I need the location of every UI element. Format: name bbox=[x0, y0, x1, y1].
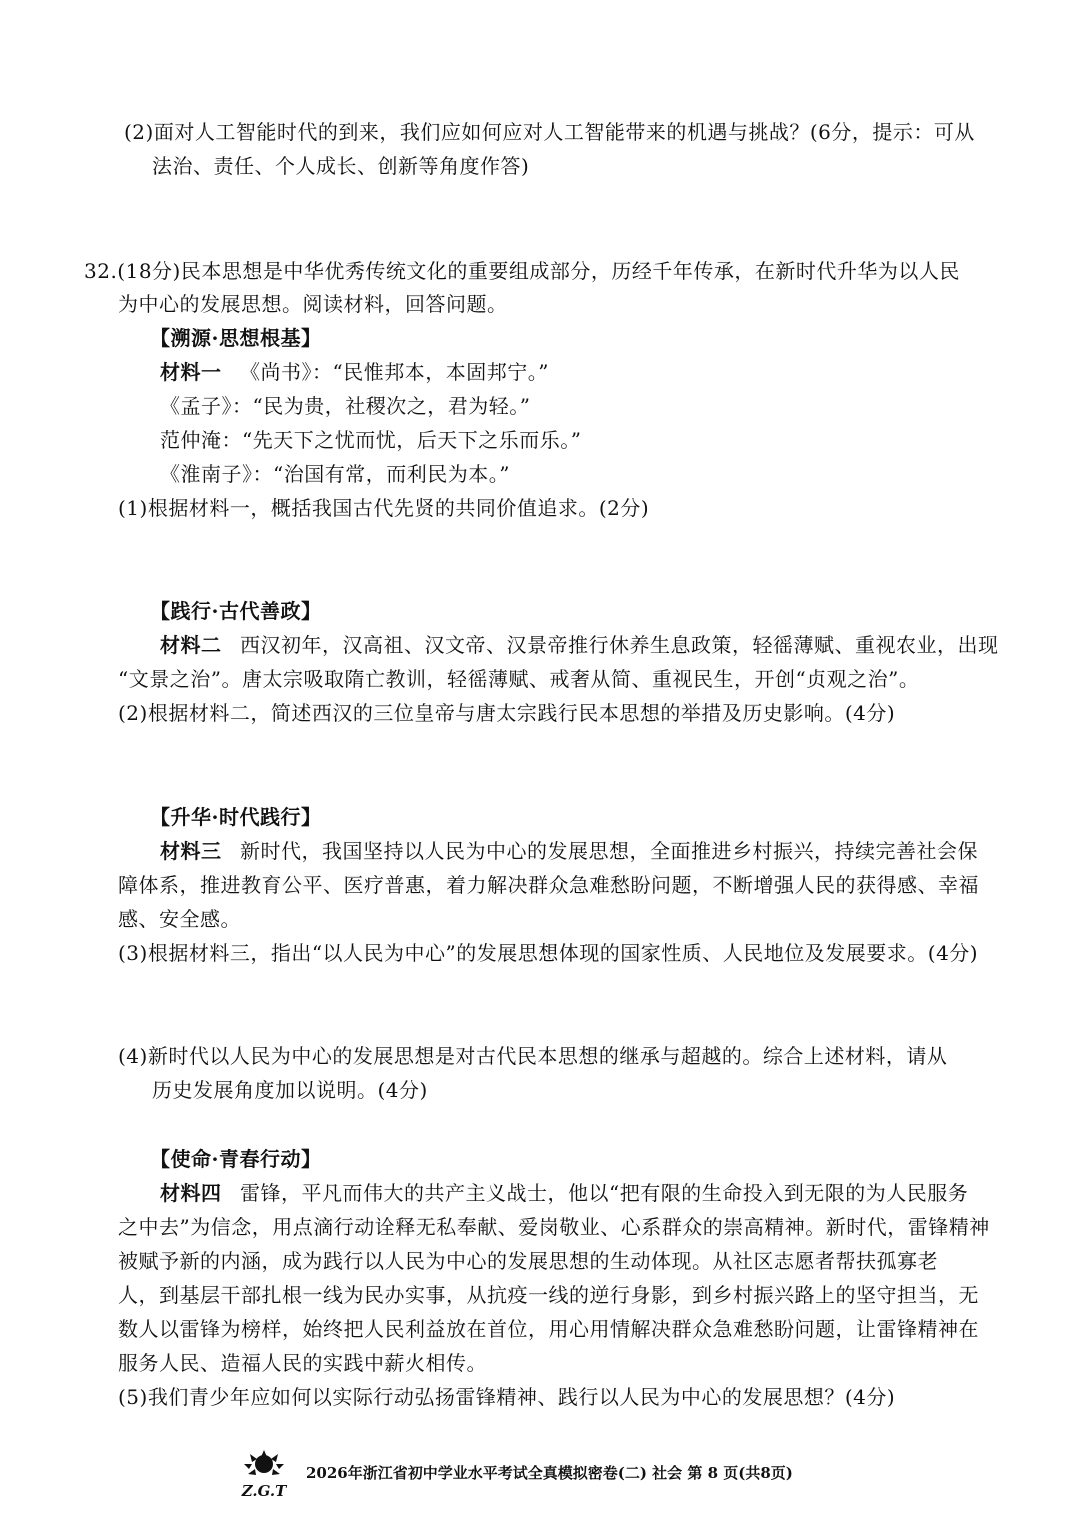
svg-text:Z.G.T: Z.G.T bbox=[241, 1482, 287, 1500]
material-2-line-1 bbox=[160, 631, 999, 659]
material-1-label: 材料一 bbox=[160, 360, 222, 384]
section-heading-practice: 【践行·古代善政】 bbox=[150, 599, 322, 623]
question-32-intro-line-1: 32.(18分)民本思想是中华优秀传统文化的重要组成部分，历经千年传承，在新时代升华为以人民 bbox=[84, 259, 960, 283]
question-32-3: (3)根据材料三，指出“以人民为中心”的发展思想体现的国家性质、人民地位及发展要求。(4分) bbox=[118, 941, 979, 965]
material-1-quote-3: 范仲淹：“先天下之忧而忧，后天下之乐而乐。” bbox=[160, 428, 582, 452]
question-31-2-line-2: 法治、责任、个人成长、创新等角度作答) bbox=[152, 154, 530, 178]
question-32-1: (1)根据材料一，概括我国古代先贤的共同价值追求。(2分) bbox=[118, 496, 650, 520]
material-1-line-1 bbox=[160, 358, 549, 386]
material-2-line-2: “文景之治”。唐太宗吸取隋亡教训，轻徭薄赋、戒奢从简、重视民生，开创“贞观之治”。 bbox=[118, 667, 920, 691]
material-2-text-1: 西汉初年，汉高祖、汉文帝、汉景帝推行休养生息政策，轻徭薄赋、重视农业，出现 bbox=[240, 633, 999, 657]
question-32-5: (5)我们青少年应如何以实际行动弘扬雷锋精神、践行以人民为中心的发展思想？(4分) bbox=[118, 1385, 896, 1409]
page-footer: 2026年浙江省初中学业水平考试全真模拟密卷(二) 社会 第 8 页(共8页) bbox=[306, 1464, 793, 1482]
material-3-line-1 bbox=[160, 837, 978, 865]
material-4-line-2: 之中去”为信念，用点滴行动诠释无私奉献、爱岗敬业、心系群众的崇高精神。新时代，雷锋精神 bbox=[118, 1215, 990, 1239]
material-4-line-1 bbox=[160, 1179, 968, 1207]
material-3-label: 材料三 bbox=[160, 839, 222, 863]
material-1-quote-4: 《淮南子》：“治国有常，而利民为本。” bbox=[160, 462, 510, 486]
question-32-4-line-1: (4)新时代以人民为中心的发展思想是对古代民本思想的继承与超越的。综合上述材料，请从 bbox=[118, 1044, 948, 1068]
material-4-line-6: 服务人民、造福人民的实践中薪火相传。 bbox=[118, 1351, 487, 1375]
material-3-text-1: 新时代，我国坚持以人民为中心的发展思想，全面推进乡村振兴，持续完善社会保 bbox=[240, 839, 978, 863]
material-4-line-5: 数人以雷锋为榜样，始终把人民利益放在首位，用心用情解决群众急难愁盼问题，让雷锋精神在 bbox=[118, 1317, 979, 1341]
question-31-2-line-1: (2)面对人工智能时代的到来，我们应如何应对人工智能带来的机遇与挑战？(6分，提示：可从 bbox=[124, 120, 975, 144]
section-heading-origin: 【溯源·思想根基】 bbox=[150, 326, 322, 350]
question-32-4-line-2: 历史发展角度加以说明。(4分) bbox=[152, 1078, 428, 1102]
material-1-quote-1: 《尚书》：“民惟邦本，本固邦宁。” bbox=[240, 360, 549, 384]
question-32-2: (2)根据材料二，简述西汉的三位皇帝与唐太宗践行民本思想的举措及历史影响。(4分) bbox=[118, 701, 896, 725]
material-3-line-2: 障体系，推进教育公平、医疗普惠，着力解决群众急难愁盼问题，不断增强人民的获得感、幸福 bbox=[118, 873, 979, 897]
material-4-text-1: 雷锋，平凡而伟大的共产主义战士，他以“把有限的生命投入到无限的为人民服务 bbox=[240, 1181, 969, 1205]
material-3-line-3: 感、安全感。 bbox=[118, 907, 241, 931]
material-4-label: 材料四 bbox=[160, 1181, 222, 1205]
question-32-intro-line-2: 为中心的发展思想。阅读材料，回答问题。 bbox=[118, 292, 508, 316]
material-2-label: 材料二 bbox=[160, 633, 222, 657]
material-4-line-3: 被赋予新的内涵，成为践行以人民为中心的发展思想的生动体现。从社区志愿者帮扶孤寡老 bbox=[118, 1249, 938, 1273]
section-heading-mission: 【使命·青春行动】 bbox=[150, 1147, 322, 1171]
material-1-quote-2: 《孟子》：“民为贵，社稷次之，君为轻。” bbox=[160, 394, 531, 418]
material-4-line-4: 人，到基层干部扎根一线为民办实事，从抗疫一线的逆行身影，到乡村振兴路上的坚守担当，无 bbox=[118, 1283, 979, 1307]
publisher-logo bbox=[232, 1448, 296, 1504]
section-heading-sublimation: 【升华·时代践行】 bbox=[150, 805, 322, 829]
